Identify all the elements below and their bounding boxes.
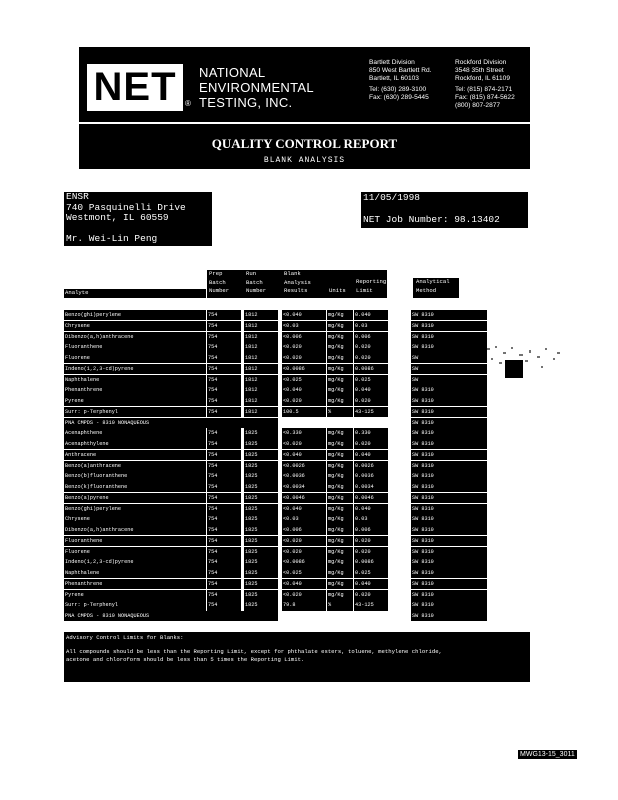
table-section-row (64, 418, 488, 428)
cell-name: Anthracene (64, 450, 206, 460)
table-row (64, 461, 488, 471)
cell-name: Chrysene (64, 514, 206, 524)
table-row (64, 396, 488, 406)
cell-rl: 0.040 (354, 579, 388, 589)
cell-res: <0.006 (282, 525, 326, 535)
cell-run: 1812 (244, 364, 278, 374)
cell-meth: SW 8310 (411, 514, 487, 524)
cell-meth: SW (411, 375, 487, 385)
cell-prep: 754 (207, 579, 241, 589)
cell-meth: SW 8310 (411, 407, 487, 417)
header-text: Results (284, 287, 308, 294)
header-text: Analytical (416, 278, 450, 285)
cell-meth: SW 8310 (411, 536, 487, 546)
report-title: QUALITY CONTROL REPORT (211, 136, 398, 151)
cell-meth: SW 8310 (411, 418, 487, 428)
cell-name: Fluorene (64, 547, 206, 557)
company-name (199, 65, 314, 110)
cell-run: 1812 (244, 385, 278, 395)
cell-rl: 0.330 (354, 428, 388, 438)
cell-run: 1825 (244, 514, 278, 524)
table-row (64, 600, 488, 610)
cell-unit: % (327, 600, 353, 610)
cell-name: Surr: p-Terphenyl (64, 600, 206, 610)
cell-prep: 754 (207, 482, 241, 492)
cell-name: Benzo(a)anthracene (64, 461, 206, 471)
company-line-1: NATIONAL (199, 65, 266, 80)
cell-unit: mg/Kg (327, 568, 353, 578)
header-reporting-limit (356, 278, 386, 295)
cell-name: Acenaphthylene (64, 439, 206, 449)
cell-rl: 0.040 (354, 450, 388, 460)
company-line-2: ENVIRONMENTAL (199, 80, 314, 95)
cell-name: Naphthalene (64, 375, 206, 385)
cell-name: Surr: p-Terphenyl (64, 407, 206, 417)
rockford-division-address (455, 59, 515, 110)
cell-run: 1812 (244, 310, 278, 320)
cell-unit: mg/Kg (327, 342, 353, 352)
cell-prep: 754 (207, 471, 241, 481)
cell-unit: mg/Kg (327, 482, 353, 492)
document-code: MWG13-15_3011 (520, 751, 575, 758)
cell-meth: SW 8310 (411, 385, 487, 395)
cell-rl: 0.025 (354, 375, 388, 385)
header-analyte: Analyte (65, 289, 89, 296)
cell-name: Indeno(1,2,3-cd)pyrene (64, 557, 206, 567)
table-row (64, 482, 488, 492)
table-row (64, 536, 488, 546)
cell-meth: SW 8310 (411, 342, 487, 352)
cell-prep: 754 (207, 557, 241, 567)
bartlett-line: Bartlett Division (369, 59, 415, 66)
cell-res: <0.0086 (282, 364, 326, 374)
client-line-1: ENSR (66, 191, 89, 202)
cell-unit: mg/Kg (327, 525, 353, 535)
cell-unit: mg/Kg (327, 461, 353, 471)
cell-prep: 754 (207, 450, 241, 460)
cell-name: Dibenzo(a,h)anthracene (64, 525, 206, 535)
net-logo: NET (87, 64, 183, 111)
cell-rl: 0.020 (354, 439, 388, 449)
spacer (363, 203, 528, 214)
cell-meth: SW 8310 (411, 525, 487, 535)
cell-prep: 754 (207, 375, 241, 385)
header-text: Blank (284, 270, 301, 277)
cell-meth: SW 8310 (411, 450, 487, 460)
bartlett-line: Bartlett, IL 60103 (369, 75, 419, 82)
cell-meth: SW 8310 (411, 396, 487, 406)
cell-prep: 754 (207, 396, 241, 406)
cell-run: 1825 (244, 493, 278, 503)
cell-name: Fluoranthene (64, 342, 206, 352)
cell-unit: mg/Kg (327, 536, 353, 546)
cell-run: 1825 (244, 568, 278, 578)
cell-res: <0.040 (282, 450, 326, 460)
cell-rl: 0.0086 (354, 557, 388, 567)
cell-unit: mg/Kg (327, 471, 353, 481)
cell-rl: 0.0036 (354, 471, 388, 481)
table-row (64, 332, 488, 342)
cell-unit: mg/Kg (327, 332, 353, 342)
header-text: Method (416, 286, 437, 294)
cell-rl: 0.020 (354, 396, 388, 406)
cell-res: <0.025 (282, 568, 326, 578)
cell-meth: SW 8310 (411, 321, 487, 331)
cell-rl: 0.020 (354, 536, 388, 546)
cell-rl: 0.0046 (354, 493, 388, 503)
cell-run: 1825 (244, 557, 278, 567)
cell-meth: SW (411, 364, 487, 374)
header-units: Units (329, 287, 346, 294)
cell-prep: 754 (207, 439, 241, 449)
cell-meth: SW (411, 353, 487, 363)
cell-rl: 0.020 (354, 590, 388, 600)
cell-name: Pyrene (64, 396, 206, 406)
cell-run: 1812 (244, 332, 278, 342)
cell-unit: mg/Kg (327, 557, 353, 567)
cell-name: Dibenzo(a,h)anthracene (64, 332, 206, 342)
client-line-2: 740 Pasquinelli Drive (66, 201, 186, 213)
cell-unit: mg/Kg (327, 439, 353, 449)
cell-rl: 0.025 (354, 568, 388, 578)
cell-unit: mg/Kg (327, 450, 353, 460)
cell-run: 1812 (244, 396, 278, 406)
report-date: 11/05/1998 (363, 192, 421, 203)
cell-run: 1825 (244, 536, 278, 546)
cell-unit: % (327, 407, 353, 417)
header-text: Prep (209, 270, 223, 277)
cell-unit: mg/Kg (327, 590, 353, 600)
cell-meth: SW 8310 (411, 332, 487, 342)
cell-run: 1825 (244, 482, 278, 492)
cell-rl: 0.03 (354, 514, 388, 524)
cell-meth: SW 8310 (411, 493, 487, 503)
cell-name: Fluorene (64, 353, 206, 363)
client-line-3: Westmont, IL 60559 (66, 212, 169, 224)
cell-name: PNA CMPDS - 8310 NONAQUEOUS (64, 418, 278, 428)
bartlett-division-address (369, 59, 432, 102)
header-banner (79, 47, 530, 122)
cell-name: Benzo(ghi)perylene (64, 310, 206, 320)
cell-res: <0.020 (282, 590, 326, 600)
cell-unit: mg/Kg (327, 396, 353, 406)
cell-unit: mg/Kg (327, 353, 353, 363)
cell-prep: 754 (207, 385, 241, 395)
cell-unit: mg/Kg (327, 504, 353, 514)
cell-unit: mg/Kg (327, 547, 353, 557)
job-number: NET Job Number: 98.13402 (363, 214, 500, 225)
cell-meth: SW 8310 (411, 590, 487, 600)
advisory-control-limits (64, 632, 530, 682)
cell-name: Pyrene (64, 590, 206, 600)
cell-name: Benzo(a)pyrene (64, 493, 206, 503)
cell-res: 79.8 (282, 600, 326, 610)
cell-prep: 754 (207, 332, 241, 342)
bartlett-line: Fax: (630) 289-5445 (369, 94, 429, 101)
cell-name: Benzo(k)fluoranthene (64, 482, 206, 492)
cell-res: <0.040 (282, 579, 326, 589)
cell-run: 1825 (244, 439, 278, 449)
cell-run: 1825 (244, 504, 278, 514)
bartlett-line: Tel: (630) 289-3100 (369, 86, 427, 93)
cell-res: <0.0034 (282, 482, 326, 492)
cell-run: 1825 (244, 450, 278, 460)
cell-rl: 0.040 (354, 504, 388, 514)
advisory-title: Advisory Control Limits for Blanks: (66, 634, 184, 641)
cell-rl: 0.006 (354, 332, 388, 342)
header-prep-batch (209, 270, 229, 296)
cell-res: <0.0046 (282, 493, 326, 503)
cell-name: Chrysene (64, 321, 206, 331)
rockford-line: Rockford Division (455, 59, 507, 66)
cell-prep: 754 (207, 310, 241, 320)
header-text: Run (246, 270, 257, 277)
cell-name: Indeno(1,2,3-cd)pyrene (64, 364, 206, 374)
cell-meth: SW 8310 (411, 579, 487, 589)
header-text: Batch (209, 278, 226, 286)
header-text: Analysis (284, 278, 311, 286)
cell-meth: SW 8310 (411, 461, 487, 471)
company-line-3: TESTING, INC. (199, 95, 293, 110)
header-blank-results (284, 270, 311, 296)
cell-meth: SW 8310 (411, 428, 487, 438)
cell-unit: mg/Kg (327, 310, 353, 320)
cell-rl: 0.03 (354, 321, 388, 331)
cell-res: <0.025 (282, 375, 326, 385)
table-row (64, 557, 488, 567)
cell-rl: 0.0026 (354, 461, 388, 471)
cell-run: 1812 (244, 342, 278, 352)
cell-run: 1812 (244, 321, 278, 331)
table-row (64, 525, 488, 535)
cell-rl: 0.020 (354, 547, 388, 557)
cell-res: <0.020 (282, 353, 326, 363)
cell-prep: 754 (207, 364, 241, 374)
table-row (64, 579, 488, 589)
cell-res: <0.0086 (282, 557, 326, 567)
cell-prep: 754 (207, 504, 241, 514)
cell-prep: 754 (207, 493, 241, 503)
cell-run: 1812 (244, 407, 278, 417)
cell-name: Fluoranthene (64, 536, 206, 546)
cell-res: <0.006 (282, 332, 326, 342)
cell-run: 1825 (244, 590, 278, 600)
table-row (64, 321, 488, 331)
cell-prep: 754 (207, 525, 241, 535)
cell-rl: 43-125 (354, 407, 388, 417)
table-row (64, 471, 488, 481)
report-title-bar (79, 124, 530, 169)
cell-name: Naphthalene (64, 568, 206, 578)
cell-meth: SW 8310 (411, 471, 487, 481)
table-row (64, 568, 488, 578)
table-row (64, 428, 488, 438)
cell-prep: 754 (207, 547, 241, 557)
header-text: Reporting (356, 278, 387, 285)
cell-prep: 754 (207, 353, 241, 363)
cell-name: Acenaphthene (64, 428, 206, 438)
cell-run: 1825 (244, 600, 278, 610)
cell-res: 100.5 (282, 407, 326, 417)
cell-unit: mg/Kg (327, 493, 353, 503)
cell-prep: 754 (207, 342, 241, 352)
header-text: Batch (246, 278, 263, 286)
cell-meth: SW 8310 (411, 611, 487, 621)
cell-name: Benzo(ghi)perylene (64, 504, 206, 514)
cell-meth: SW 8310 (411, 310, 487, 320)
header-text: Limit (356, 286, 373, 294)
cell-rl: 0.0086 (354, 364, 388, 374)
cell-meth: SW 8310 (411, 504, 487, 514)
cell-res: <0.020 (282, 547, 326, 557)
cell-name: Phenanthrene (64, 385, 206, 395)
rockford-line: Rockford, IL 61109 (455, 75, 510, 82)
cell-meth: SW 8310 (411, 568, 487, 578)
cell-name: Phenanthrene (64, 579, 206, 589)
cell-rl: 0.040 (354, 310, 388, 320)
rockford-line: 3548 35th Street (455, 67, 504, 74)
table-row (64, 514, 488, 524)
advisory-line-1: All compounds should be less than the Reporting Limit, except for phthalate esters, toluene, methylene chloride, (66, 647, 442, 655)
cell-res: <0.020 (282, 396, 326, 406)
cell-res: <0.330 (282, 428, 326, 438)
header-text: Number (246, 287, 267, 294)
cell-unit: mg/Kg (327, 321, 353, 331)
table-row (64, 375, 488, 385)
rockford-line: Tel: (815) 874-2171 (455, 86, 513, 93)
cell-rl: 0.040 (354, 385, 388, 395)
cell-run: 1825 (244, 525, 278, 535)
cell-meth: SW 8310 (411, 600, 487, 610)
cell-res: <0.020 (282, 439, 326, 449)
cell-meth: SW 8310 (411, 557, 487, 567)
rockford-line: Fax: (815) 874-5622 (455, 94, 515, 101)
table-row (64, 353, 488, 363)
cell-name: PNA CMPDS - 8310 NONAQUEOUS (64, 611, 278, 621)
cell-res: <0.03 (282, 514, 326, 524)
cell-res: <0.03 (282, 321, 326, 331)
cell-prep: 754 (207, 514, 241, 524)
header-run-batch (246, 270, 266, 296)
table-row (64, 342, 488, 352)
table-row (64, 310, 488, 320)
scan-noise-artifact (485, 344, 565, 380)
cell-meth: SW 8310 (411, 439, 487, 449)
cell-rl: 0.020 (354, 342, 388, 352)
table-row (64, 364, 488, 374)
cell-res: <0.020 (282, 536, 326, 546)
bartlett-line: 850 West Bartlett Rd. (369, 67, 432, 74)
registered-mark: ® (185, 99, 191, 108)
cell-res: <0.040 (282, 504, 326, 514)
cell-rl: 0.006 (354, 525, 388, 535)
rockford-line: (800) 807-2877 (455, 102, 501, 109)
cell-res: <0.040 (282, 385, 326, 395)
cell-unit: mg/Kg (327, 579, 353, 589)
table-row (64, 385, 488, 395)
cell-unit: mg/Kg (327, 364, 353, 374)
cell-run: 1812 (244, 353, 278, 363)
cell-res: <0.0026 (282, 461, 326, 471)
job-info-block (361, 192, 528, 228)
cell-run: 1825 (244, 471, 278, 481)
client-contact: Mr. Wei-Lin Peng (66, 232, 158, 244)
cell-name: Benzo(b)fluoranthene (64, 471, 206, 481)
cell-prep: 754 (207, 321, 241, 331)
header-text: Number (209, 287, 230, 294)
cell-prep: 754 (207, 600, 241, 610)
cell-res: <0.040 (282, 310, 326, 320)
table-section-row (64, 611, 488, 621)
table-row (64, 407, 488, 417)
cell-res: <0.0036 (282, 471, 326, 481)
cell-prep: 754 (207, 568, 241, 578)
cell-res: <0.020 (282, 342, 326, 352)
cell-meth: SW 8310 (411, 547, 487, 557)
cell-prep: 754 (207, 428, 241, 438)
cell-unit: mg/Kg (327, 428, 353, 438)
table-row (64, 590, 488, 600)
table-row (64, 493, 488, 503)
cell-prep: 754 (207, 461, 241, 471)
client-address-block (64, 192, 212, 246)
advisory-line-2: acetone and chloroform should be less than 5 times the Reporting Limit. (66, 656, 305, 664)
table-row (64, 450, 488, 460)
table-row (64, 504, 488, 514)
cell-prep: 754 (207, 407, 241, 417)
cell-run: 1825 (244, 461, 278, 471)
cell-run: 1812 (244, 375, 278, 385)
cell-rl: 0.0034 (354, 482, 388, 492)
cell-unit: mg/Kg (327, 385, 353, 395)
table-row (64, 439, 488, 449)
table-row (64, 547, 488, 557)
header-analytical-method (416, 278, 450, 295)
report-subtitle: BLANK ANALYSIS (263, 156, 346, 165)
cell-rl: 0.020 (354, 353, 388, 363)
cell-rl: 43-125 (354, 600, 388, 610)
cell-run: 1825 (244, 428, 278, 438)
cell-meth: SW 8310 (411, 482, 487, 492)
cell-prep: 754 (207, 536, 241, 546)
cell-prep: 754 (207, 590, 241, 600)
cell-run: 1825 (244, 547, 278, 557)
cell-run: 1825 (244, 579, 278, 589)
cell-unit: mg/Kg (327, 514, 353, 524)
cell-unit: mg/Kg (327, 375, 353, 385)
